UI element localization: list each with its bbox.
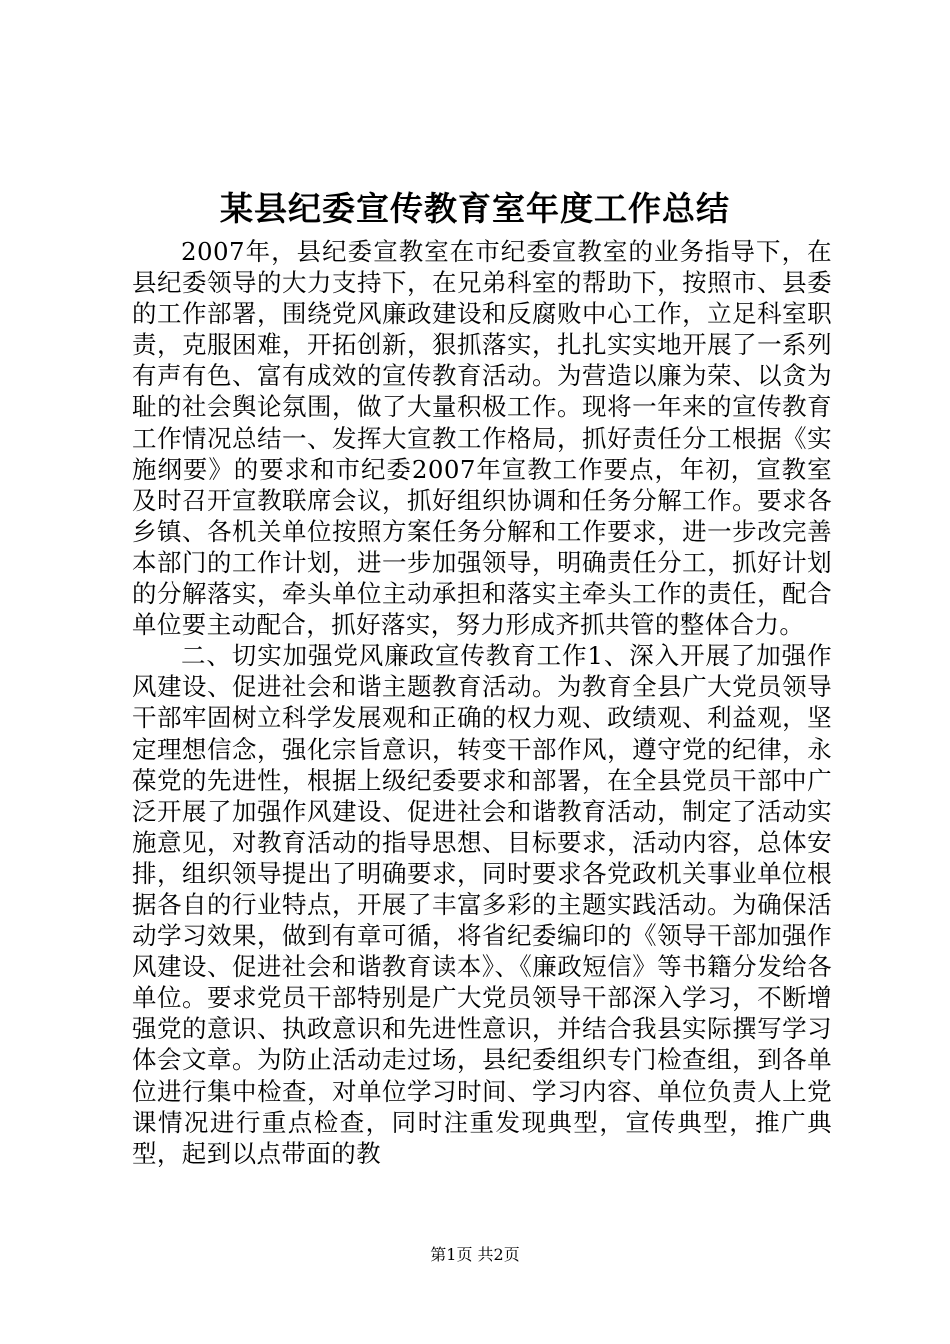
paragraph-1: 2007年，县纪委宣教室在市纪委宣教室的业务指导下，在县纪委领导的大力支持下，在兄弟科室的帮助下，按照市、县委的工作部署，围绕党风廉政建设和反腐败中心工作，立足科室职责，克服困难，开拓创新，狠抓落实，扎扎实实地开展了一系列有声有色、富有成效的宣传教育活动。为营造以廉为荣、以贪为耻的社会舆论氛围，做了大量积极工作。现将一年来的宣传教育工作情况总结一、发挥大宣教工作格局，抓好责任分工根据《实施纲要》的要求和市纪委2007年宣教工作要点，年初，宣教室及时召开宣教联席会议，抓好组织协调和任务分解工作。要求各乡镇、各机关单位按照方案任务分解和工作要求，进一步改完善本部门的工作计划，进一步加强领导，明确责任分工，抓好计划的分解落实，牵头单位主动承担和落实主牵头工作的责任，配合单位要主动配合，抓好落实，努力形成齐抓共管的整体合力。 bbox=[132, 237, 832, 640]
document-body bbox=[132, 236, 832, 1169]
page-footer: 第1页 共2页 bbox=[430, 1245, 520, 1264]
document-title: 某县纪委宣传教育室年度工作总结 bbox=[220, 189, 730, 228]
paragraph-2: 二、切实加强党风廉政宣传教育工作1、深入开展了加强作风建设、促进社会和谐主题教育活动。为教育全县广大党员领导干部牢固树立科学发展观和正确的权力观、政绩观、利益观，坚定理想信念，强化宗旨意识，转变干部作风，遵守党的纪律，永葆党的先进性，根据上级纪委要求和部署，在全县党员干部中广泛开展了加强作风建设、促进社会和谐教育活动，制定了活动实施意见，对教育活动的指导思想、目标要求，活动内容，总体安排，组织领导提出了明确要求，同时要求各党政机关事业单位根据各自的行业特点，开展了丰富多彩的主题实践活动。为确保活动学习效果，做到有章可循，将省纪委编印的《领导干部加强作风建设、促进社会和谐教育读本》、《廉政短信》等书籍分发给各单位。要求党员干部特别是广大党员领导干部深入学习，不断增强党的意识、执政意识和先进性意识，并结合我县实际撰写学习体会文章。为防止活动走过场，县纪委组织专门检查组，到各单位进行集中检查，对单位学习时间、学习内容、单位负责人上党课情况进行重点检查，同时注重发现典型，宣传典型，推广典型，起到以点带面的教 bbox=[132, 641, 832, 1168]
